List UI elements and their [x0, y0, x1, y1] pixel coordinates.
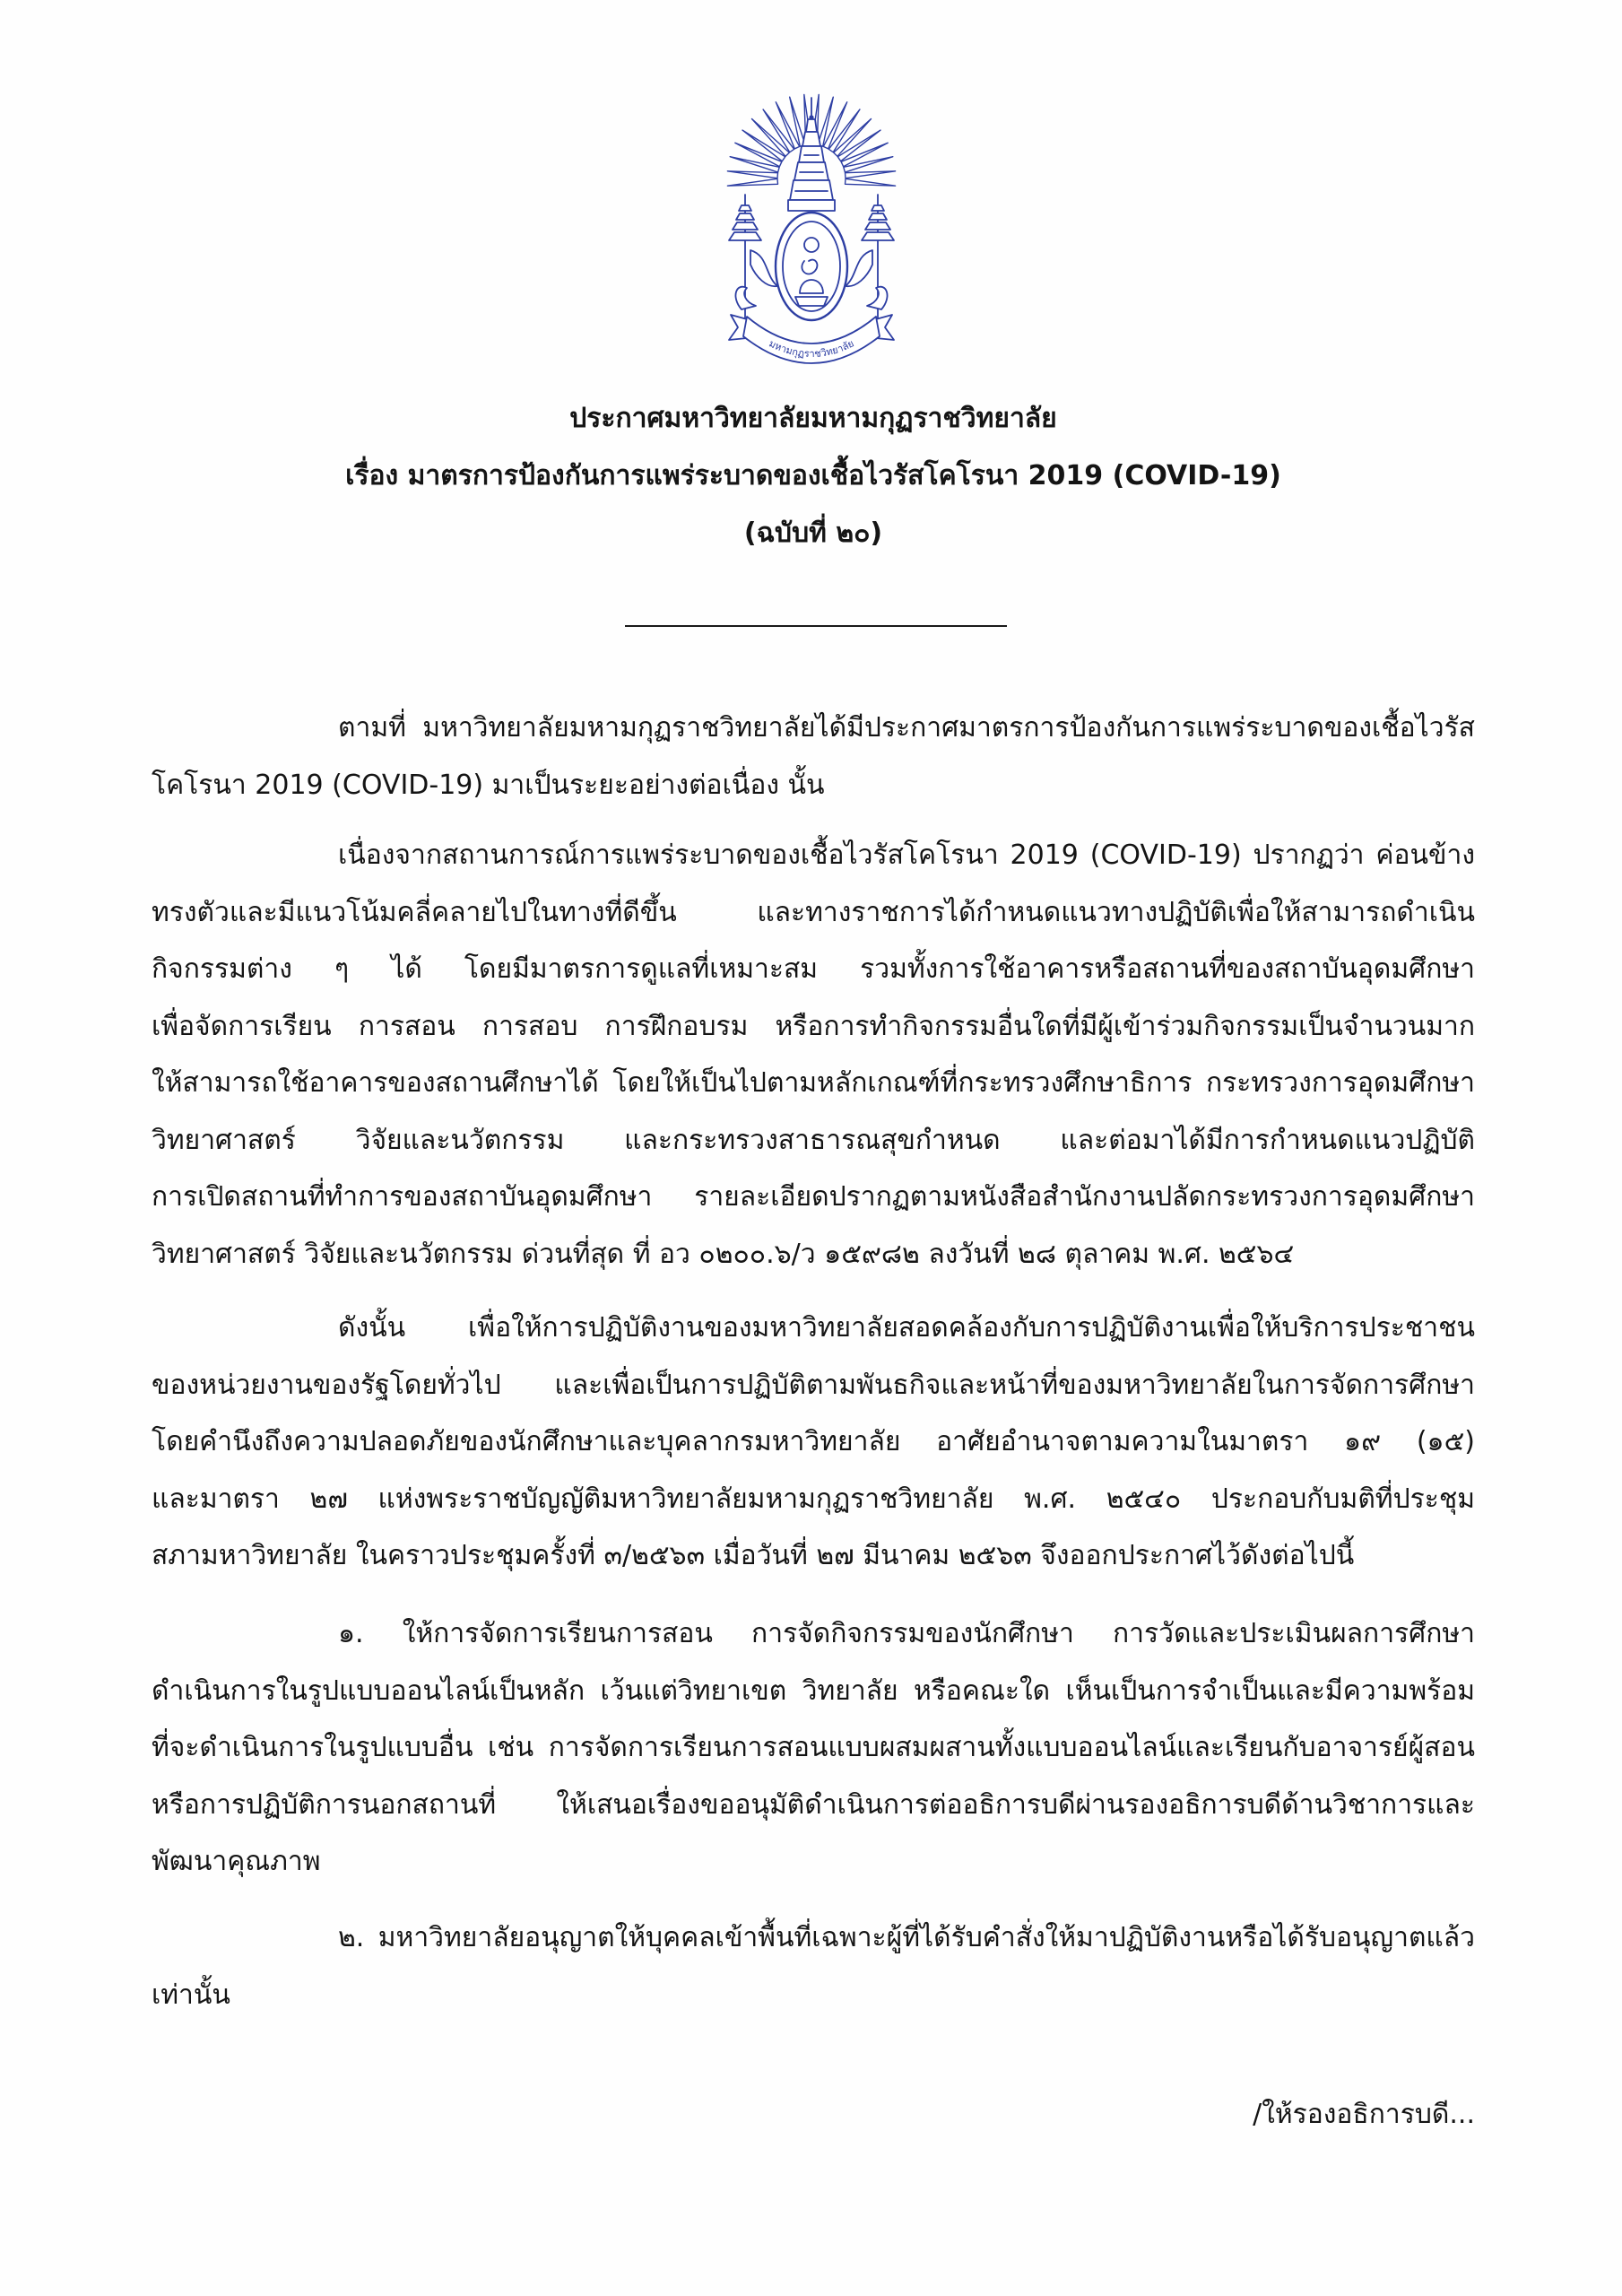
paragraph-line: การเปิดสถานที่ทำการของสถาบันอุดมศึกษา รายละเอียดปรากฏตามหนังสือสำนักงานปลัดกระทรวงการอุดมศึกษา: [152, 1181, 1475, 1213]
clause-1: [152, 1605, 1475, 1891]
paragraph-preamble: [152, 700, 1475, 813]
spire-tier: [794, 162, 828, 180]
announcement-title: [152, 390, 1475, 562]
parasol-tier: [733, 222, 758, 230]
seal-medallion: [776, 213, 847, 320]
parasol-tier: [739, 205, 751, 211]
clause-2: [152, 1909, 1475, 2023]
paragraph-line: ทรงตัวและมีแนวโน้มคลี่คลายไปในทางที่ดีขึ้น และทางราชการได้กำหนดแนวทางปฏิบัติเพื่อให้สามารถดำเนิน: [152, 896, 1475, 928]
parasol-tier: [862, 232, 894, 240]
paragraph-line: สภามหาวิทยาลัย ในคราวประชุมครั้งที่ ๓/๒๕๖๓ เมื่อวันที่ ๒๗ มีนาคม ๒๕๖๓ จึงออกประกาศไว้ดังต่อไปนี้: [152, 1540, 1355, 1571]
paragraph-resolution: [152, 1300, 1475, 1585]
seal-ribbon: [729, 315, 894, 363]
seal-pennant: [750, 250, 777, 286]
paragraph-line: กิจกรรมต่าง ๆ ได้ โดยมีมาตรการดูแลที่เหมาะสม รวมทั้งการใช้อาคารหรือสถานที่ของสถาบันอุดมศึกษา: [152, 953, 1475, 985]
announcement-subject: เรื่อง มาตรการป้องกันการแพร่ระบาดของเชื้อไวรัสโคโรนา 2019 (COVID-19): [345, 460, 1281, 491]
seal-ray: [846, 171, 896, 178]
seal-ray: [727, 171, 777, 178]
paragraph-line: เท่านั้น: [152, 1979, 230, 2011]
paragraph-line: ดังนั้น เพื่อให้การปฏิบัติงานของมหาวิทยาลัยสอดคล้องกับการปฏิบัติงานเพื่อให้บริการประชาชน: [338, 1312, 1475, 1344]
paragraph-line: หรือการปฏิบัติการนอกสถานที่ ให้เสนอเรื่องขออนุมัติดำเนินการต่ออธิการบดีผ่านรองอธิการบดีด้านวิชาการและ: [152, 1788, 1475, 1821]
paragraph-line: วิทยาศาสตร์ วิจัยและนวัตกรรม ด่วนที่สุด ที่ อว ๐๒๐๐.๖/ว ๑๕๙๘๒ ลงวันที่ ๒๘ ตุลาคม พ.ศ. ๒๕๖๔: [152, 1238, 1295, 1270]
paragraph-line: และมาตรา ๒๗ แห่งพระราชบัญญัติมหาวิทยาลัยมหามกุฏราชวิทยาลัย พ.ศ. ๒๕๔๐ ประกอบกับมติที่ประชุม: [152, 1483, 1475, 1515]
seal-ray: [727, 178, 777, 186]
seal-pennant: [846, 250, 872, 286]
paragraph-line: โคโรนา 2019 (COVID-19) มาเป็นระยะอย่างต่อเนื่อง นั้น: [152, 769, 825, 801]
paragraph-line: พัฒนาคุณภาพ: [152, 1846, 321, 1877]
ribbon-text-path: มหามกุฏราชวิทยาลัย: [767, 337, 856, 361]
seal-parasol-left: [729, 195, 777, 320]
announcement-issue-number: (ฉบับที่ ๒๐): [743, 517, 883, 549]
parasol-tier: [729, 232, 761, 240]
paragraph-line: เนื่องจากสถานการณ์การแพร่ระบาดของเชื้อไวรัสโคโรนา 2019 (COVID-19) ปรากฏว่า ค่อนข้าง: [338, 839, 1475, 871]
paragraph-line: ๑. ให้การจัดการเรียนการสอน การจัดกิจกรรมของนักศึกษา การวัดและประเมินผลการศึกษา: [338, 1618, 1475, 1649]
spire-tier: [799, 146, 824, 162]
parasol-tier: [872, 205, 884, 211]
paragraph-background: [152, 827, 1475, 1283]
continuation-note: /ให้รองอธิการบดี...: [1253, 2099, 1475, 2130]
paragraph-line: ตามที่ มหาวิทยาลัยมหามกุฏราชวิทยาลัยได้มีประกาศมาตรการป้องกันการแพร่ระบาดของเชื้อไวรัส: [338, 712, 1475, 744]
spire-base-band: [788, 200, 835, 211]
paragraph-line: ที่จะดำเนินการในรูปแบบอื่น เช่น การจัดการเรียนการสอนแบบผสมผสานทั้งแบบออนไลน์และเรียนกับอาจารย์ผู้สอน: [152, 1732, 1475, 1763]
spire-tier: [790, 180, 833, 200]
parasol-tier: [865, 222, 890, 230]
university-seal-icon: [715, 85, 908, 378]
paragraph-line: ของหน่วยงานของรัฐโดยทั่วไป และเพื่อเป็นการปฏิบัติตามพันธกิจและหน้าที่ของมหาวิทยาลัยในการจัดการศึกษา: [152, 1369, 1475, 1401]
spire-tier: [806, 119, 817, 132]
paragraph-line: วิทยาศาสตร์ วิจัยและนวัตกรรม และกระทรวงสาธารณสุขกำหนด และต่อมาได้มีการกำหนดแนวปฏิบัติ: [152, 1124, 1475, 1156]
paragraph-line: ดำเนินการในรูปแบบออนไลน์เป็นหลัก เว้นแต่วิทยาเขต วิทยาลัย หรือคณะใด เห็นเป็นการจำเป็นและมีความพร้อม: [152, 1674, 1475, 1707]
seal-flame-ornament: [735, 287, 756, 309]
paragraph-line: โดยคำนึงถึงความปลอดภัยของนักศึกษาและบุคลากรมหาวิทยาลัย อาศัยอำนาจตามความในมาตรา ๑๙ (๑๕): [152, 1426, 1475, 1457]
seal-ray: [846, 178, 896, 186]
parasol-tier: [736, 213, 754, 220]
seal-parasol-right: [846, 195, 894, 320]
paragraph-line: ๒. มหาวิทยาลัยอนุญาตให้บุคคลเข้าพื้นที่เฉพาะผู้ที่ได้รับคำสั่งให้มาปฏิบัติงานหรือได้รับอนุญาตแล้ว: [338, 1922, 1475, 1953]
spire-tier: [802, 132, 820, 146]
title-divider: [625, 625, 1007, 627]
parasol-tier: [869, 213, 887, 220]
announcement-heading: ประกาศมหาวิทยาลัยมหามกุฏราชวิทยาลัย: [569, 403, 1057, 434]
paragraph-line: เพื่อจัดการเรียน การสอน การสอบ การฝึกอบรม หรือการทำกิจกรรมอื่นใดที่มีผู้เข้าร่วมกิจกรรมเป็นจำนวนมาก: [152, 1010, 1475, 1042]
medallion-pedestal: [795, 297, 828, 306]
seal-flame-ornament: [867, 287, 888, 309]
paragraph-line: ให้สามารถใช้อาคารของสถานศึกษาได้ โดยให้เป็นไปตามหลักเกณฑ์ที่กระทรวงศึกษาธิการ กระทรวงการอุดมศึกษา: [152, 1067, 1475, 1099]
medallion-emblem-head: [804, 238, 819, 252]
